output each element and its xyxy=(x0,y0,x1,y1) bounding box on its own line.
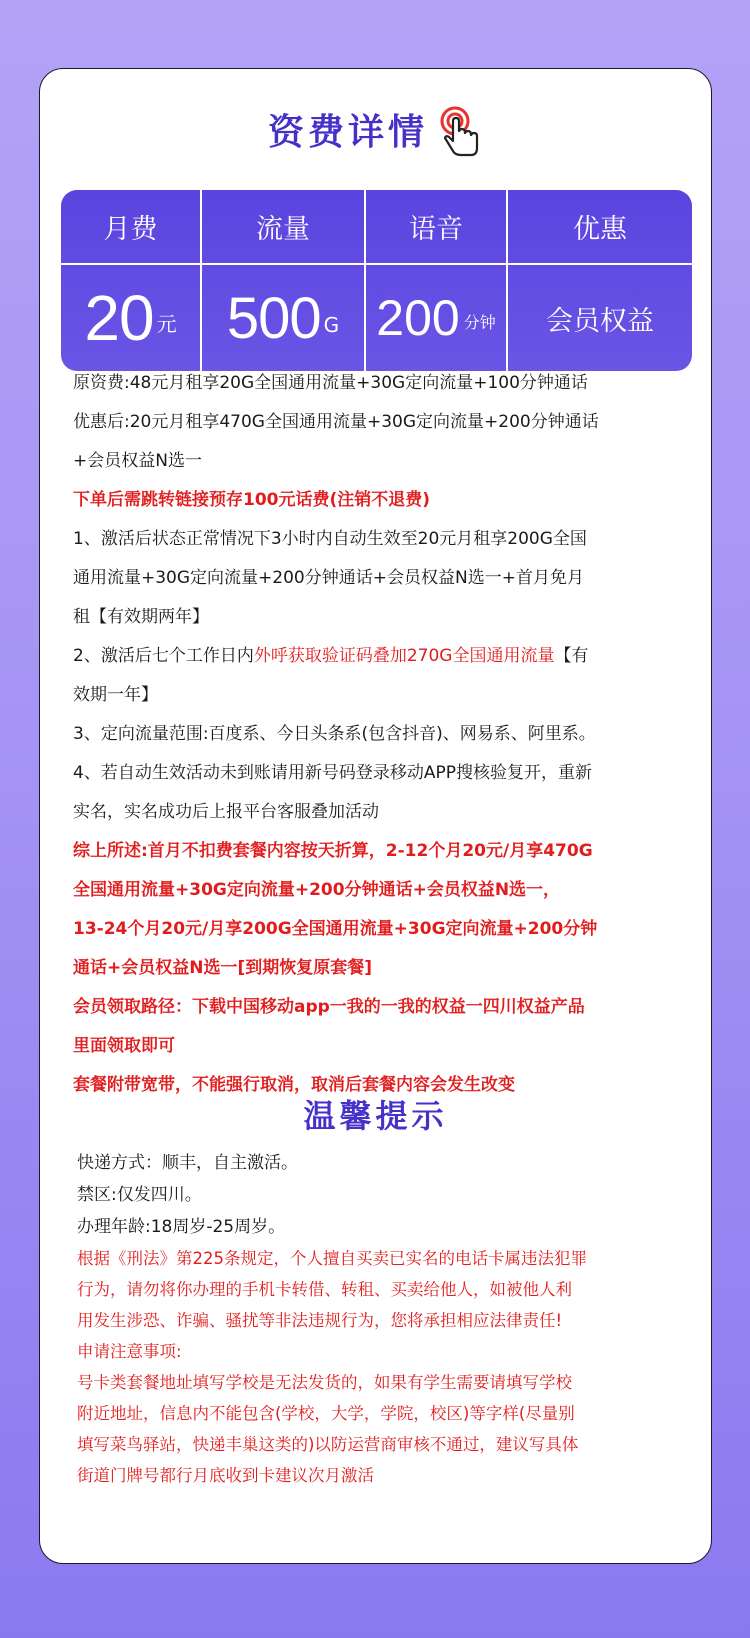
detail-line: 1、激活后状态正常情况下3小时内自动生效至20元月租享200G全国 xyxy=(73,529,587,549)
fee-value-cell xyxy=(61,265,200,371)
data-value-cell xyxy=(202,265,364,371)
perk-value: 会员权益 xyxy=(546,305,654,337)
detail-line: 效期一年】 xyxy=(73,685,158,705)
detail-line: 实名，实名成功后上报平台客服叠加活动 xyxy=(73,802,379,822)
voice-unit: 分钟 xyxy=(463,313,496,332)
tip-warning-line: 街道门牌号都行月底收到卡建议次月激活 xyxy=(77,1466,374,1485)
detail-highlight: 外呼获取验证码叠加270G全国通用流量 xyxy=(253,646,555,666)
header-perks: 优惠 xyxy=(573,214,627,245)
tips-title: 温馨提示 xyxy=(303,1097,448,1135)
click-hand-icon xyxy=(439,105,483,161)
voice-value: 200 xyxy=(376,290,460,346)
detail-line: 通话+会员权益N选一[到期恢复原套餐] xyxy=(73,958,373,978)
page-title: 资费详情 xyxy=(267,112,428,153)
tip-line: 办理年龄:18周岁-25周岁。 xyxy=(77,1217,286,1237)
detail-line: 综上所述:首月不扣费套餐内容按天折算，2-12个月20元/月享470G xyxy=(73,841,593,861)
detail-line: 优惠后:20元月租享470G全国通用流量+30G定向流量+200分钟通话 xyxy=(73,412,599,432)
data-unit: G xyxy=(323,313,340,337)
tip-warning-line: 填写菜鸟驿站，快递丰巢这类的)以防运营商审核不通过，建议写具体 xyxy=(77,1435,579,1454)
detail-line: 4、若自动生效活动未到账请用新号码登录移动APP搜核验复开，重新 xyxy=(73,763,592,783)
tip-warning-line: 申请注意事项: xyxy=(77,1342,182,1361)
tip-line: 快递方式：顺丰，自主激活。 xyxy=(77,1153,298,1173)
detail-line: 通用流量+30G定向流量+200分钟通话+会员权益N选一+首月免月 xyxy=(73,568,584,588)
data-value: 500 xyxy=(226,285,321,351)
header-data: 流量 xyxy=(256,214,310,245)
header-monthly-fee: 月费 xyxy=(103,214,158,245)
detail-line: +会员权益N选一 xyxy=(73,451,202,471)
tip-warning-line: 根据《刑法》第225条规定，个人擅自买卖已实名的电话卡属违法犯罪 xyxy=(77,1249,587,1268)
tip-warning-line: 行为，请勿将你办理的手机卡转借、转租、买卖给他人，如被他人利 xyxy=(77,1280,572,1299)
detail-line: 原资费:48元月租享20G全国通用流量+30G定向流量+100分钟通话 xyxy=(73,373,588,393)
tip-warning-line: 号卡类套餐地址填写学校是无法发货的，如果有学生需要请填写学校 xyxy=(77,1373,572,1392)
plan-card xyxy=(39,68,712,1564)
tip-line: 禁区:仅发四川。 xyxy=(77,1185,202,1205)
plan-details xyxy=(73,364,683,1105)
tip-warning-line: 用发生涉恐、诈骗、骚扰等非法违规行为，您将承担相应法律责任! xyxy=(77,1311,563,1330)
detail-line: 租【有效期两年】 xyxy=(73,607,209,627)
title-row xyxy=(40,103,711,163)
fee-unit: 元 xyxy=(156,312,177,336)
detail-line xyxy=(73,637,683,676)
detail-line: 3、定向流量范围:百度系、今日头条系(包含抖音)、网易系、阿里系。 xyxy=(73,724,596,744)
detail-text: 2、激活后七个工作日内 xyxy=(73,646,254,666)
detail-line: 13-24个月20元/月享200G全国通用流量+30G定向流量+200分钟 xyxy=(73,919,598,939)
tip-warning-line: 附近地址，信息内不能包含(学校，大学，学院，校区)等字样(尽量别 xyxy=(77,1404,575,1423)
header-voice: 语音 xyxy=(409,214,463,245)
detail-line: 下单后需跳转链接预存100元话费(注销不退费) xyxy=(73,490,431,510)
voice-value-cell xyxy=(366,265,506,371)
detail-text: 【有 xyxy=(554,646,589,666)
detail-line: 里面领取即可 xyxy=(73,1036,175,1056)
fee-value: 20 xyxy=(84,282,154,354)
detail-line: 套餐附带宽带，不能强行取消，取消后套餐内容会发生改变 xyxy=(73,1075,515,1095)
detail-line: 全国通用流量+30G定向流量+200分钟通话+会员权益N选一， xyxy=(73,880,561,900)
price-table xyxy=(61,190,692,371)
tips-section xyxy=(77,1147,687,1491)
detail-line: 会员领取路径：下载中国移动app一我的一我的权益一四川权益产品 xyxy=(73,997,585,1017)
